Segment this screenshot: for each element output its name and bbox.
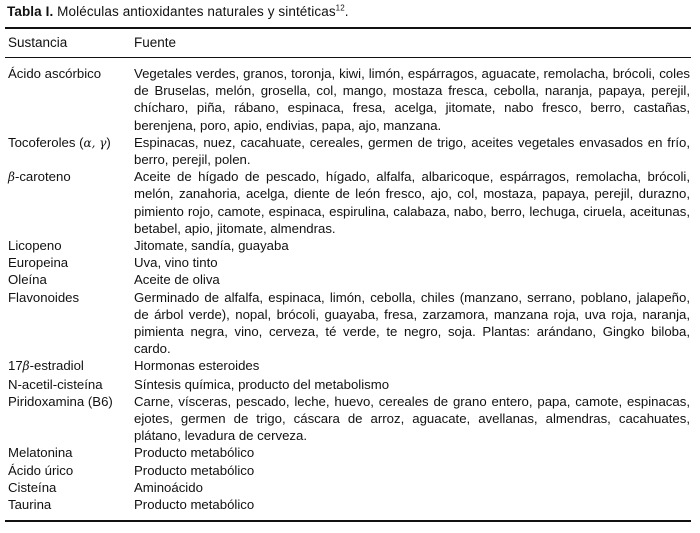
bottom-rule [5,520,691,522]
table-row [8,65,690,134]
top-rule [5,27,691,29]
substance-cell: Europeina [8,255,69,271]
source-cell: Síntesis química, producto del metabolismo [134,376,390,392]
header-rule [5,57,691,58]
table-row [8,357,690,375]
caption-end: . [344,4,349,19]
source-cell: Aceite de oliva [134,272,220,288]
substance-cell [8,168,134,237]
greek-symbols: α, γ [83,135,107,150]
substance-cell: Taurina [8,497,52,513]
table-row [8,376,690,393]
substance-text: -caroteno [14,169,71,185]
table-row [8,237,690,254]
substance-cell: Ácido ascórbico [8,66,102,81]
source-cell: Jitomate, sandía, guayaba [134,238,289,254]
substance-cell: Licopeno [8,238,62,254]
table-row [8,462,690,479]
substance-cell [8,134,134,168]
substance-cell: Melatonina [8,445,73,461]
antioxidant-table [8,65,690,513]
source-cell: Uva, vino tinto [134,255,218,271]
header-substance: Sustancia [8,35,68,50]
substance-cell: Ácido úrico [8,462,74,478]
table-row [8,289,690,358]
table-row [8,134,690,168]
table-row [8,479,690,496]
source-cell: Espinacas, nuez, cacahuate, cereales, germen de trigo, aceites vegetales envasados en frío, berro, perejil, polen. [134,134,690,168]
source-cell: Producto metabólico [134,497,255,513]
table-row [8,393,690,445]
source-cell: Vegetales verdes, granos, toronja, kiwi, limón, espárragos, aguacate, remolacha, brócoli, coles de Bruselas, melón, grosella, col, mango, mostaza fresca, cebolla, naranja, papaya, perejil, chícharo, piña, rábano, espinaca, fresa, acelga, jitomate, nabo fresco, berro, castañas, berenjena, poro, apio, endivias, papa, ajo, manzana. [134,66,690,133]
caption-reference: 12 [335,3,345,13]
substance-cell [8,357,134,375]
source-cell: Producto metabólico [134,445,255,461]
table-row [8,496,690,513]
caption-label: Tabla I. [7,4,54,19]
source-cell: Germinado de alfalfa, espinaca, limón, cebolla, chiles (manzano, serrano, poblano, jalapeño, de árbol verde), nopal, brócoli, guayaba, fresa, zarzamora, manzana roja, uva roja, naranja, pimienta negra, vino, cerveza, té verde, te negro, soja. Plantas: arándano, Gingko biloba, cardo. [134,289,690,357]
source-cell: Carne, vísceras, pescado, leche, huevo, cereales de grano entero, papa, camote, espinacas, ejotes, germen de trigo, cáscara de arroz, aguacate, avellanas, almendras, cacahuates, plátano, levadura de cerveza. [134,393,690,444]
substance-text: ) [106,134,111,150]
table-row [8,168,690,237]
source-cell: Aceite de hígado de pescado, hígado, alfalfa, albaricoque, espárragos, remolacha, brócoli, melón, zanahoria, acelga, diente de león fresco, ajo, col, mostaza, papaya, perejil, durazno, pimiento rojo, camote, espinaca, espirulina, calabaza, nabo, berro, lechuga, ciruela, aceitunas, betabel, apio, jitomate, almendras. [134,169,690,236]
table-caption [7,4,349,19]
caption-text: Moléculas antioxidantes naturales y sintéticas [57,4,336,19]
substance-cell: Flavonoides [8,289,80,305]
substance-cell: Cisteína [8,479,57,495]
table-row [8,271,690,288]
source-cell: Hormonas esteroides [134,358,260,374]
substance-text: Tocoferoles ( [8,134,84,150]
greek-symbols: β [8,170,15,185]
substance-cell: Piridoxamina (B6) [8,393,113,409]
substance-cell: Oleína [8,272,47,288]
source-cell: Aminoácido [134,479,203,495]
header-source: Fuente [134,35,177,50]
source-cell: Producto metabólico [134,462,255,478]
table-row [8,444,690,461]
greek-symbols: β [22,359,30,374]
substance-cell: N-acetil-cisteína [8,376,103,392]
substance-text: 17 [8,358,23,374]
substance-text: -estradiol [29,358,84,374]
table-row [8,254,690,271]
